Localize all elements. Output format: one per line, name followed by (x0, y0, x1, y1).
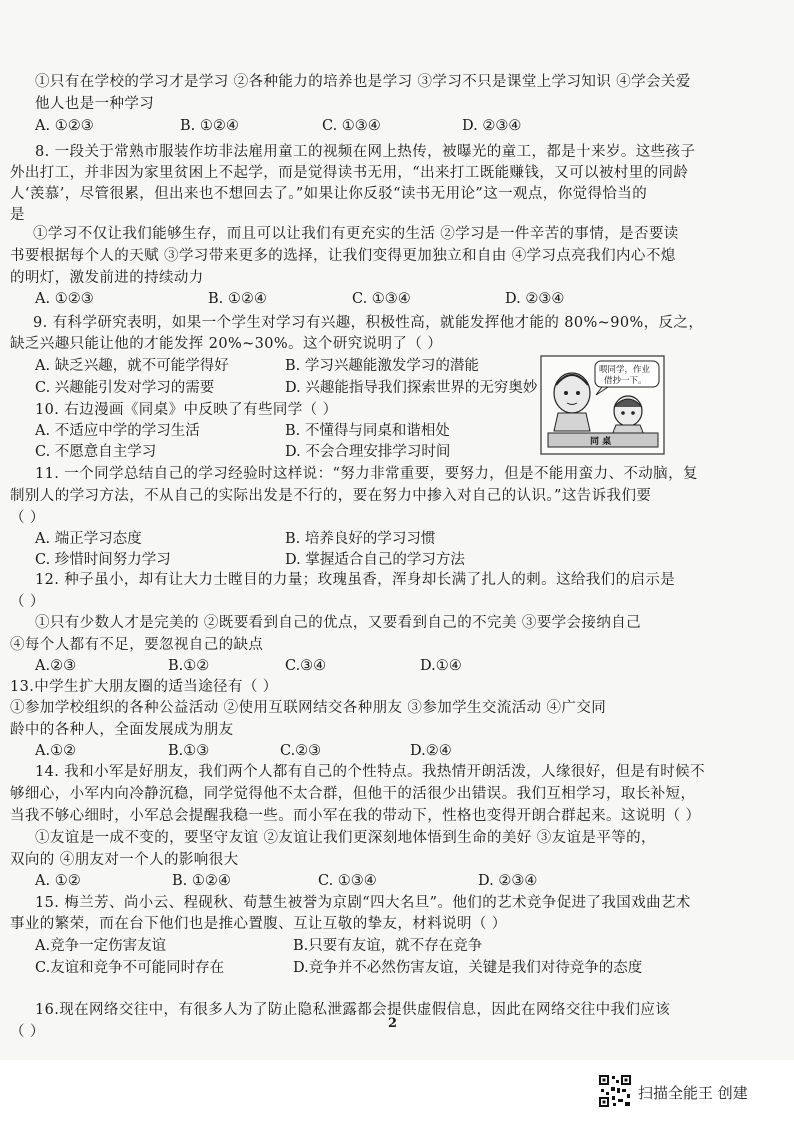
answer-option: C. ①③④ (352, 291, 411, 307)
question-text-line: （ ） (10, 510, 45, 526)
question-text-line: ①友谊是一成不变的，要坚守友谊 ②友谊让我们更深刻地体悟到生命的美好 ③友谊是平等的， (35, 830, 656, 846)
answer-option: A. 端正学习态度 (35, 531, 142, 547)
answer-option: A.竞争一定伤害友谊 (35, 938, 167, 954)
answer-option: A.①② (35, 743, 77, 759)
answer-option: D. ②③④ (478, 873, 538, 889)
question-text-line: 8. 一段关于常熟市服装作坊非法雇用童工的视频在网上热传，被曝光的童工，都是十来岁。这些孩子 (35, 144, 696, 160)
answer-option: C. 兴趣能引发对学习的需要 (35, 380, 215, 396)
question-text-line: ④每个人都有不足，要忽视自己的缺点 (10, 637, 264, 653)
answer-option: D.②④ (410, 743, 452, 759)
question-text-line: 12. 种子虽小，却有让大力士瞠目的力量；玫瑰虽香，浑身却长满了扎人的刺。这给我们的启示是 (35, 572, 676, 588)
answer-option: C.③④ (285, 658, 327, 674)
question-text-line: ①学习不仅让我们能够生存，而且可以让我们有更充实的生活 ②学习是一件辛苦的事情，是否要读 (33, 226, 679, 242)
answer-option: A. ①②③ (35, 118, 94, 134)
question-text-line: 双向的 ④朋友对一个人的影响很大 (10, 852, 239, 868)
question-text-line: 书要根据每个人的天赋 ③学习带来更多的选择，让我们变得更加独立和自由 ④学习点亮我们内心不熄 (10, 248, 676, 264)
answer-option: C. ①③④ (318, 873, 377, 889)
question-text-line: 他人也是一种学习 (35, 96, 155, 112)
answer-option: B.①③ (168, 743, 210, 759)
question-text-line: 事业的繁荣，而在台下他们也是推心置腹、互让互敬的挚友，材料说明（ ） (10, 916, 507, 932)
answer-option: D.竞争并不必然伤害友谊，关键是我们对待竞争的态度 (293, 960, 643, 976)
answer-option: D. 兴趣能指导我们探索世界的无穷奥妙 (285, 380, 538, 396)
cartoon-desk-mate (540, 355, 665, 455)
question-text-line: 13.中学生扩大朋友圈的适当途径有（ ） (10, 679, 278, 695)
answer-option: A. 缺乏兴趣，就不可能学得好 (35, 358, 229, 374)
question-text-line: ①参加学校组织的各种公益活动 ②使用互联网结交各种朋友 ③参加学生交流活动 ④广交同 (10, 700, 607, 716)
answer-option: B. 培养良好的学习习惯 (285, 531, 436, 547)
speech-line-2: 借抄一下。 (604, 376, 647, 386)
answer-option: B.①② (168, 658, 210, 674)
answer-option: B. ①②④ (208, 291, 267, 307)
answer-option: B. ①②④ (180, 118, 239, 134)
answer-option: B. 学习兴趣能激发学习的潜能 (285, 358, 479, 374)
question-text-line: 制别人的学习方法，不从自己的实际出发是不行的，要在努力中掺入对自己的认识。”这告诉我们要 (10, 488, 652, 504)
question-text-line: 9. 有科学研究表明，如果一个学生对学习有兴趣，积极性高，就能发挥他才能的 80%~90%，反之， (33, 315, 704, 331)
question-text-line: 15. 梅兰芳、尚小云、程砚秋、荀慧生被誉为京剧“四大名旦”。他们的艺术竞争促进了我国戏曲艺术 (35, 895, 691, 911)
answer-option: B.只要有友谊，就不存在竞争 (293, 938, 483, 954)
question-text-line: 的明灯，激发前进的持续动力 (10, 270, 204, 286)
answer-option: A. ①②③ (35, 291, 94, 307)
answer-option: C.②③ (280, 743, 322, 759)
answer-option: D.①④ (420, 658, 462, 674)
answer-option: D. ②③④ (505, 291, 565, 307)
desk-label: 同 桌 (590, 437, 612, 447)
question-text-line: 10. 右边漫画《同桌》中反映了有些同学（ ） (35, 402, 338, 418)
answer-option: C. ①③④ (322, 118, 381, 134)
answer-option: B. 不懂得与同桌和谐相处 (285, 423, 450, 439)
answer-option: C. 珍惜时间努力学习 (35, 552, 171, 568)
question-text-line: 当我不够心细时，小军总会提醒我稳一些。而小军在我的带动下，性格也变得开朗合群起来。这说明（ ） (10, 808, 701, 824)
scanner-watermark: 扫描全能王 创建 (638, 1084, 748, 1102)
page-number: 2 (388, 1016, 398, 1031)
answer-option: A. ①② (35, 873, 81, 889)
question-text-line: ①只有在学校的学习才是学习 ②各种能力的培养也是学习 ③学习不只是课堂上学习知识 ④学会关爱 (35, 74, 691, 90)
answer-option: D. 不会合理安排学习时间 (285, 444, 451, 460)
question-text-line: 11. 一个同学总结自己的学习经验时这样说：“努力非常重要，要努力，但是不能用蛮力、不动脑，复 (35, 466, 698, 482)
question-text-line: 是 (10, 207, 25, 223)
question-text-line: 14. 我和小军是好朋友，我们两个人都有自己的个性特点。我热情开朗活泼，人缘很好，但是有时候不 (35, 764, 705, 780)
question-text-line: 缺乏兴趣只能让他的才能发挥 20%~30%。这个研究说明了（ ） (10, 336, 443, 352)
question-text-line: 人‘羡慕’，尽管很累，但出来也不想回去了。”如果让你反驳“读书无用论”这一观点，你觉得恰当的 (10, 186, 648, 202)
answer-option: D. 掌握适合自己的学习方法 (285, 552, 465, 568)
question-text-line: （ ） (10, 1024, 45, 1040)
question-text-line: 够细心，小军内向冷静沉稳，同学觉得他不太合群，但他干的活很少出错误。我们互相学习，取长补短， (10, 786, 696, 802)
answer-option: D. ②③④ (462, 118, 522, 134)
question-text-line: 16.现在网络交往中，有很多人为了防止隐私泄露都会提供虚假信息，因此在网络交往中我们应该 (35, 1002, 671, 1018)
answer-option: B. ①②④ (172, 873, 231, 889)
answer-option: C. 不愿意自主学习 (35, 444, 157, 460)
speech-line-1: 喂同学，作业 (599, 365, 651, 375)
answer-option: A.②③ (35, 658, 77, 674)
qr-code-icon (598, 1074, 632, 1108)
answer-option: A. 不适应中学的学习生活 (35, 423, 200, 439)
question-text-line: 外出打工，并非因为家里贫困上不起学，而是觉得读书无用，“出来打工既能赚钱，又可以被村里的同龄 (10, 165, 689, 181)
question-text-line: ①只有少数人才是完美的 ②既要看到自己的优点，又要看到自己的不完美 ③要学会接纳自己 (35, 615, 642, 631)
question-text-line: 龄中的各种人，全面发展成为朋友 (10, 722, 234, 738)
question-text-line: （ ） (10, 594, 45, 610)
answer-option: C.友谊和竞争不可能同时存在 (35, 960, 225, 976)
